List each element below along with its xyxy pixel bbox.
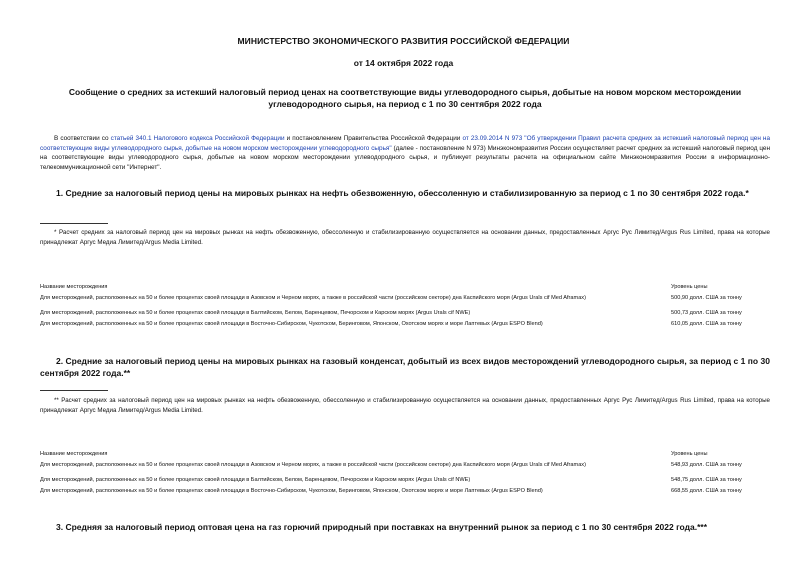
tax-code-link[interactable]: статьей 340.1 Налогового кодекса Российской Федерации bbox=[110, 135, 285, 142]
table-row bbox=[40, 475, 770, 486]
section-2-heading: 2. Средние за налоговый период цены на мировых рынках на газовый конденсат, добытый из всех видов месторождений углеводородного сырья, за период с 1 по 30 сентября 2022 года.** bbox=[40, 356, 770, 378]
intro-text-middle: и постановлением Правительства Российской Федерации bbox=[284, 135, 463, 142]
section-1-heading: 1. Средние за налоговый период цены на мировых рынках на нефть обезвоженную, обессоленную и стабилизированную за период с 1 по 30 сентября 2022 года.* bbox=[56, 188, 749, 198]
field-name-cell: Для месторождений, расположенных на 50 и более процентах своей площади в Восточно-Сибирском, Чукотском, Беринговом, Японском, Охотском морях и море Лаптевых (Argus ESPO Blend) bbox=[40, 488, 543, 494]
footnote-divider bbox=[40, 390, 108, 391]
ministry-name: МИНИСТЕРСТВО ЭКОНОМИЧЕСКОГО РАЗВИТИЯ РОССИЙСКОЙ ФЕДЕРАЦИИ bbox=[237, 36, 570, 46]
price-cell: 668,55 долл. США за тонну bbox=[671, 488, 742, 494]
document-date: от 14 октября 2022 года bbox=[353, 58, 454, 68]
field-name-cell: Для месторождений, расположенных на 50 и более процентах своей площади в Восточно-Сибирском, Чукотском, Беринговом, Японском, Охотском морях и море Лаптевых (Argus ESPO Blend) bbox=[40, 321, 543, 327]
condensate-price-table bbox=[40, 449, 770, 497]
section-2-footnote: ** Расчет средних за налоговый период цен на мировых рынках на нефть обезвоженную, обессоленную и стабилизированную осуществляется на основании данных, предоставленных Аргус Рус Лимитед/Argus Rus Limited, права на которые принадлежат Аргус Медиа Лимитед/Argus Media Limited. bbox=[40, 397, 770, 414]
section-1-footnote: * Расчет средних за налоговый период цен на мировых рынках на нефть обезвоженную, обессоленную и стабилизированную осуществляется на основании данных, предоставленных Аргус Рус Лимитед/Argus Rus Limited, права на которые принадлежат Аргус Медиа Лимитед/Argus Media Limited. bbox=[40, 229, 770, 246]
column-header-name: Название месторождения bbox=[40, 451, 108, 457]
resolution-973-link[interactable]: от 23.09.2014 N 973 "Об утверждении Правил расчета средних за истекший налоговый период цен на соответствующие виды углеводородного сырья, добытые на новом морском месторождении углеводородного сырья" bbox=[40, 135, 771, 152]
table-row bbox=[40, 486, 770, 497]
table-row bbox=[40, 319, 770, 330]
column-header-price: Уровень цены bbox=[671, 284, 708, 290]
oil-price-table bbox=[40, 282, 770, 330]
section-3-heading: 3. Средняя за налоговый период оптовая цена на газ горючий природный при поставках на внутренний рынок за период с 1 по 30 сентября 2022 года.*** bbox=[56, 522, 708, 532]
table-header-row bbox=[40, 449, 770, 462]
column-header-price: Уровень цены bbox=[671, 451, 708, 457]
field-name-cell: Для месторождений, расположенных на 50 и более процентах своей площади в Азовском и Черном морях, а также в российской части (российском секторе) дна Каспийского моря (Argus Urals cif Med Aframax) bbox=[40, 295, 586, 301]
table-row bbox=[40, 462, 770, 475]
intro-text-end: (далее - постановление N 973) Минэкономразвития России осуществляет расчет средних за истекший налоговый период цен на соответствующие виды углеводородного сырья, добытые на новом морском месторождении углеводородного сырья, и публикует результаты расчета на официальном сайте Минэкономразвития России в информационно-телекоммуникационной сети "Интернет". bbox=[40, 144, 770, 171]
table-row bbox=[40, 295, 770, 308]
price-cell: 500,73 долл. США за тонну bbox=[671, 310, 742, 316]
column-header-name: Название месторождения bbox=[40, 284, 108, 290]
price-cell: 548,75 долл. США за тонну bbox=[671, 477, 742, 483]
intro-paragraph bbox=[40, 134, 770, 172]
field-name-cell: Для месторождений, расположенных на 50 и более процентах своей площади в Балтийском, Белом, Баренцевом, Печорском и Карском морях (Argus Urals cif NWE) bbox=[40, 477, 471, 483]
field-name-cell: Для месторождений, расположенных на 50 и более процентах своей площади в Азовском и Черном морях, а также в российской части (российском секторе) дна Каспийского моря (Argus Urals cif Med Aframax) bbox=[40, 462, 586, 468]
document-title: Сообщение о средних за истекший налоговый период ценах на соответствующие виды углеводородного сырья, добытые на новом морском месторождении углеводородного сырья, на период с 1 по 30 сентября 2022 года bbox=[68, 87, 742, 109]
price-cell: 610,05 долл. США за тонну bbox=[671, 321, 742, 327]
footnote-divider bbox=[40, 223, 108, 224]
table-header-row bbox=[40, 282, 770, 295]
price-cell: 500,90 долл. США за тонну bbox=[671, 295, 742, 301]
intro-text-start: В соответствии со bbox=[54, 135, 111, 142]
field-name-cell: Для месторождений, расположенных на 50 и более процентах своей площади в Балтийском, Белом, Баренцевом, Печорском и Карском морях (Argus Urals cif NWE) bbox=[40, 310, 471, 316]
table-row bbox=[40, 308, 770, 319]
price-cell: 548,93 долл. США за тонну bbox=[671, 462, 742, 468]
